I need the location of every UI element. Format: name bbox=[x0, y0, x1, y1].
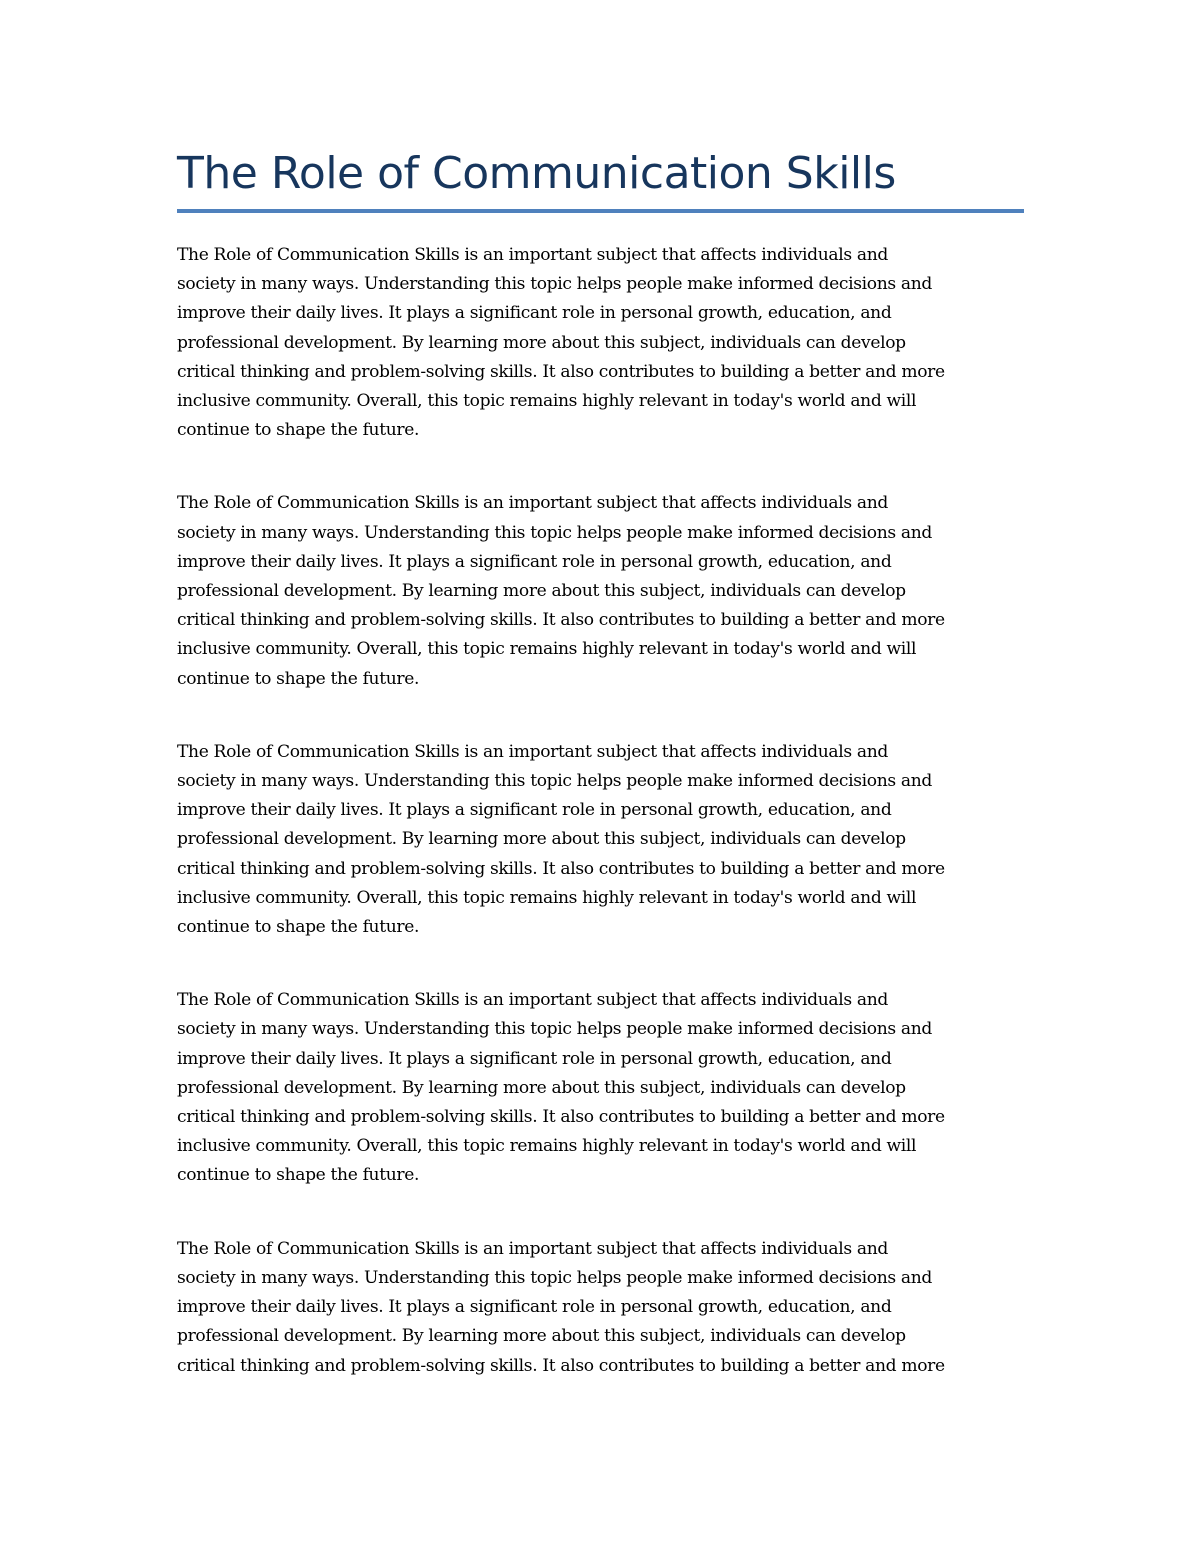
paragraph-line: improve their daily lives. It plays a significant role in personal growth, education, and bbox=[177, 303, 892, 324]
paragraph-line: improve their daily lives. It plays a significant role in personal growth, education, and bbox=[177, 551, 892, 572]
paragraph-5 bbox=[177, 1235, 1025, 1381]
title-underline-rule bbox=[177, 209, 1024, 213]
document-body bbox=[177, 241, 1025, 1421]
paragraph-line: continue to shape the future. bbox=[177, 1165, 420, 1186]
paragraph-line: The Role of Communication Skills is an important subject that affects individuals and bbox=[177, 741, 888, 762]
paragraph-line: professional development. By learning more about this subject, individuals can develop bbox=[177, 1077, 906, 1098]
paragraph-line: critical thinking and problem-solving skills. It also contributes to building a better and more bbox=[177, 361, 945, 382]
paragraph-4 bbox=[177, 986, 1025, 1190]
paragraph-line: professional development. By learning more about this subject, individuals can develop bbox=[177, 1326, 906, 1347]
paragraph-line: critical thinking and problem-solving skills. It also contributes to building a better and more bbox=[177, 1355, 945, 1376]
paragraph-line: professional development. By learning more about this subject, individuals can develop bbox=[177, 829, 906, 850]
paragraph-line: society in many ways. Understanding this topic helps people make informed decisions and bbox=[177, 274, 932, 295]
paragraph-line: critical thinking and problem-solving skills. It also contributes to building a better and more bbox=[177, 858, 945, 879]
paragraph-line: continue to shape the future. bbox=[177, 668, 420, 689]
paragraph-line: society in many ways. Understanding this topic helps people make informed decisions and bbox=[177, 1019, 932, 1040]
paragraph-line: continue to shape the future. bbox=[177, 917, 420, 938]
paragraph-line: critical thinking and problem-solving skills. It also contributes to building a better and more bbox=[177, 610, 945, 631]
paragraph-line: professional development. By learning more about this subject, individuals can develop bbox=[177, 581, 906, 602]
paragraph-line: inclusive community. Overall, this topic remains highly relevant in today's world and will bbox=[177, 639, 917, 660]
paragraph-line: continue to shape the future. bbox=[177, 420, 420, 441]
paragraph-line: improve their daily lives. It plays a significant role in personal growth, education, and bbox=[177, 800, 892, 821]
paragraph-line: The Role of Communication Skills is an important subject that affects individuals and bbox=[177, 1238, 888, 1259]
paragraph-3 bbox=[177, 738, 1025, 942]
paragraph-line: professional development. By learning more about this subject, individuals can develop bbox=[177, 332, 906, 353]
paragraph-line: society in many ways. Understanding this topic helps people make informed decisions and bbox=[177, 1267, 932, 1288]
page-title: The Role of Communication Skills bbox=[177, 148, 896, 199]
paragraph-line: The Role of Communication Skills is an important subject that affects individuals and bbox=[177, 493, 888, 514]
paragraph-line: inclusive community. Overall, this topic remains highly relevant in today's world and will bbox=[177, 887, 917, 908]
paragraph-line: critical thinking and problem-solving skills. It also contributes to building a better and more bbox=[177, 1107, 945, 1128]
paragraph-line: The Role of Communication Skills is an important subject that affects individuals and bbox=[177, 245, 888, 265]
paragraph-line: society in many ways. Understanding this topic helps people make informed decisions and bbox=[177, 522, 932, 543]
paragraph-line: inclusive community. Overall, this topic remains highly relevant in today's world and will bbox=[177, 1136, 917, 1157]
paragraph-line: society in many ways. Understanding this topic helps people make informed decisions and bbox=[177, 771, 932, 792]
paragraph-line: improve their daily lives. It plays a significant role in personal growth, education, and bbox=[177, 1297, 892, 1318]
paragraph-line: inclusive community. Overall, this topic remains highly relevant in today's world and will bbox=[177, 391, 917, 412]
paragraph-2 bbox=[177, 489, 1025, 693]
paragraph-line: The Role of Communication Skills is an important subject that affects individuals and bbox=[177, 990, 888, 1011]
paragraph-1 bbox=[177, 241, 1025, 445]
paragraph-line: improve their daily lives. It plays a significant role in personal growth, education, and bbox=[177, 1048, 892, 1069]
